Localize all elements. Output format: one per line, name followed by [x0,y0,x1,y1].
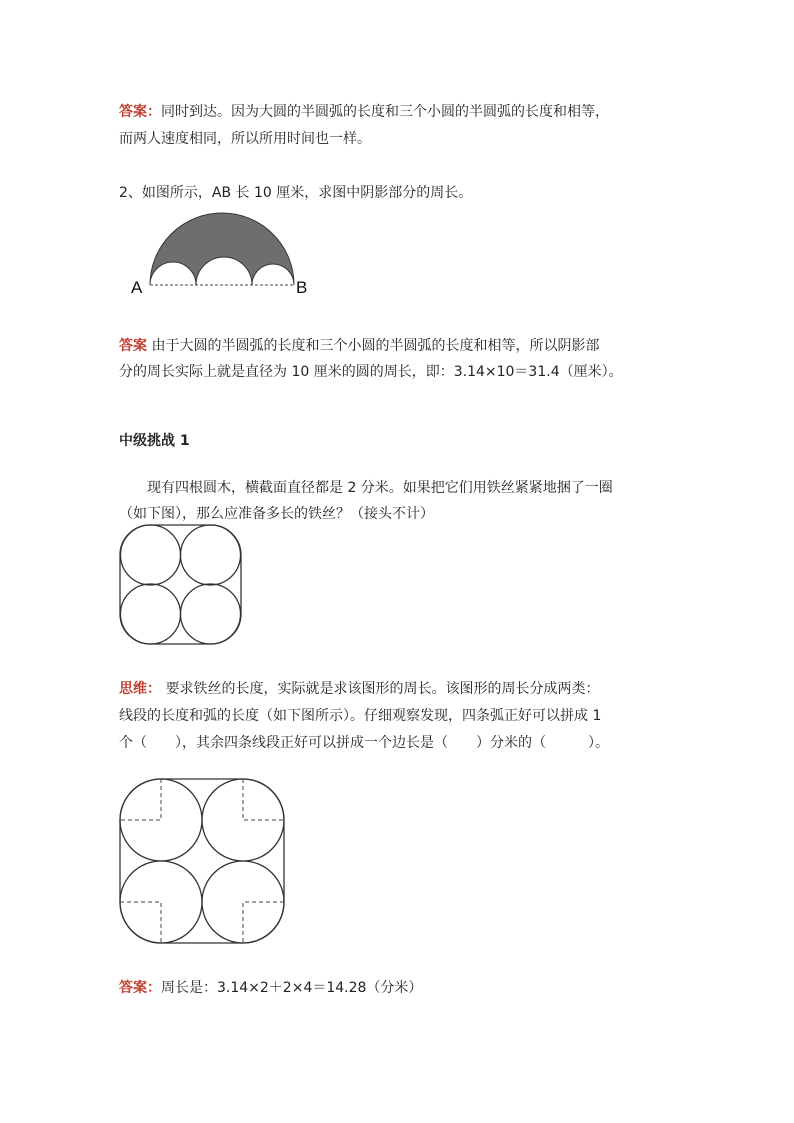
point-a-label: A [131,278,143,297]
wire-outline [120,779,284,943]
answer1-line1 [119,102,609,122]
answer2-line2: 分的周长实际上就是直径为 10 厘米的圆的周长，即：3.14×10＝31.4（厘米）。 [119,364,623,380]
section-title: 中级挑战 1 [119,433,190,449]
problem-line1: 现有四根圆木，横截面直径都是 2 分米。如果把它们用铁丝紧紧地捆了一圈 [147,480,613,496]
question2: 2、如图所示，AB 长 10 厘米，求图中阴影部分的周长。 [119,185,473,201]
circle-bottom-left [121,584,181,644]
shaded-region [150,213,294,285]
answer1-line2: 而两人速度相同，所以所用时间也一样。 [119,131,371,147]
problem-line2: （如下图），那么应准备多长的铁丝？（接头不计） [119,506,434,522]
thinking-line2: 线段的长度和弧的长度（如下图所示）。仔细观察发现，四条弧正好可以拼成 1 [119,708,602,724]
thinking-label: 思维： [119,681,161,697]
circle-bottom-right [202,861,284,943]
four-circles-dashed-figure [118,777,286,945]
circle-bottom-right [181,584,241,644]
circle-top-left [121,525,181,585]
thinking-text: 要求铁丝的长度，实际就是求该图形的周长。该图形的周长分成两类： [161,681,600,697]
answer-label: 答案： [119,980,161,996]
answer-label: 答案 [119,338,147,354]
semicircle-figure [130,205,320,300]
point-b-label: B [296,278,308,297]
circle-bottom-left [120,861,202,943]
answer-label: 答案： [119,104,161,120]
answer3-line [119,978,422,998]
answer3-text: 周长是：3.14×2＋2×4＝14.28（分米） [161,980,423,996]
circle-top-right [181,525,241,585]
circle-top-right [202,779,284,861]
wire-outline [120,525,241,644]
answer2-text: 由于大圆的半圆弧的长度和三个小圆的半圆弧的长度和相等，所以阴影部 [147,338,600,354]
circle-top-left [120,779,202,861]
answer1-text: 同时到达。因为大圆的半圆弧的长度和三个小圆的半圆弧的长度和相等， [161,104,609,120]
answer2-line1 [119,336,599,356]
thinking-line1 [119,679,599,699]
thinking-line3: 个（ ），其余四条线段正好可以拼成一个边长是（ ）分米的（ ）。 [119,735,609,751]
four-circles-figure [118,523,244,647]
